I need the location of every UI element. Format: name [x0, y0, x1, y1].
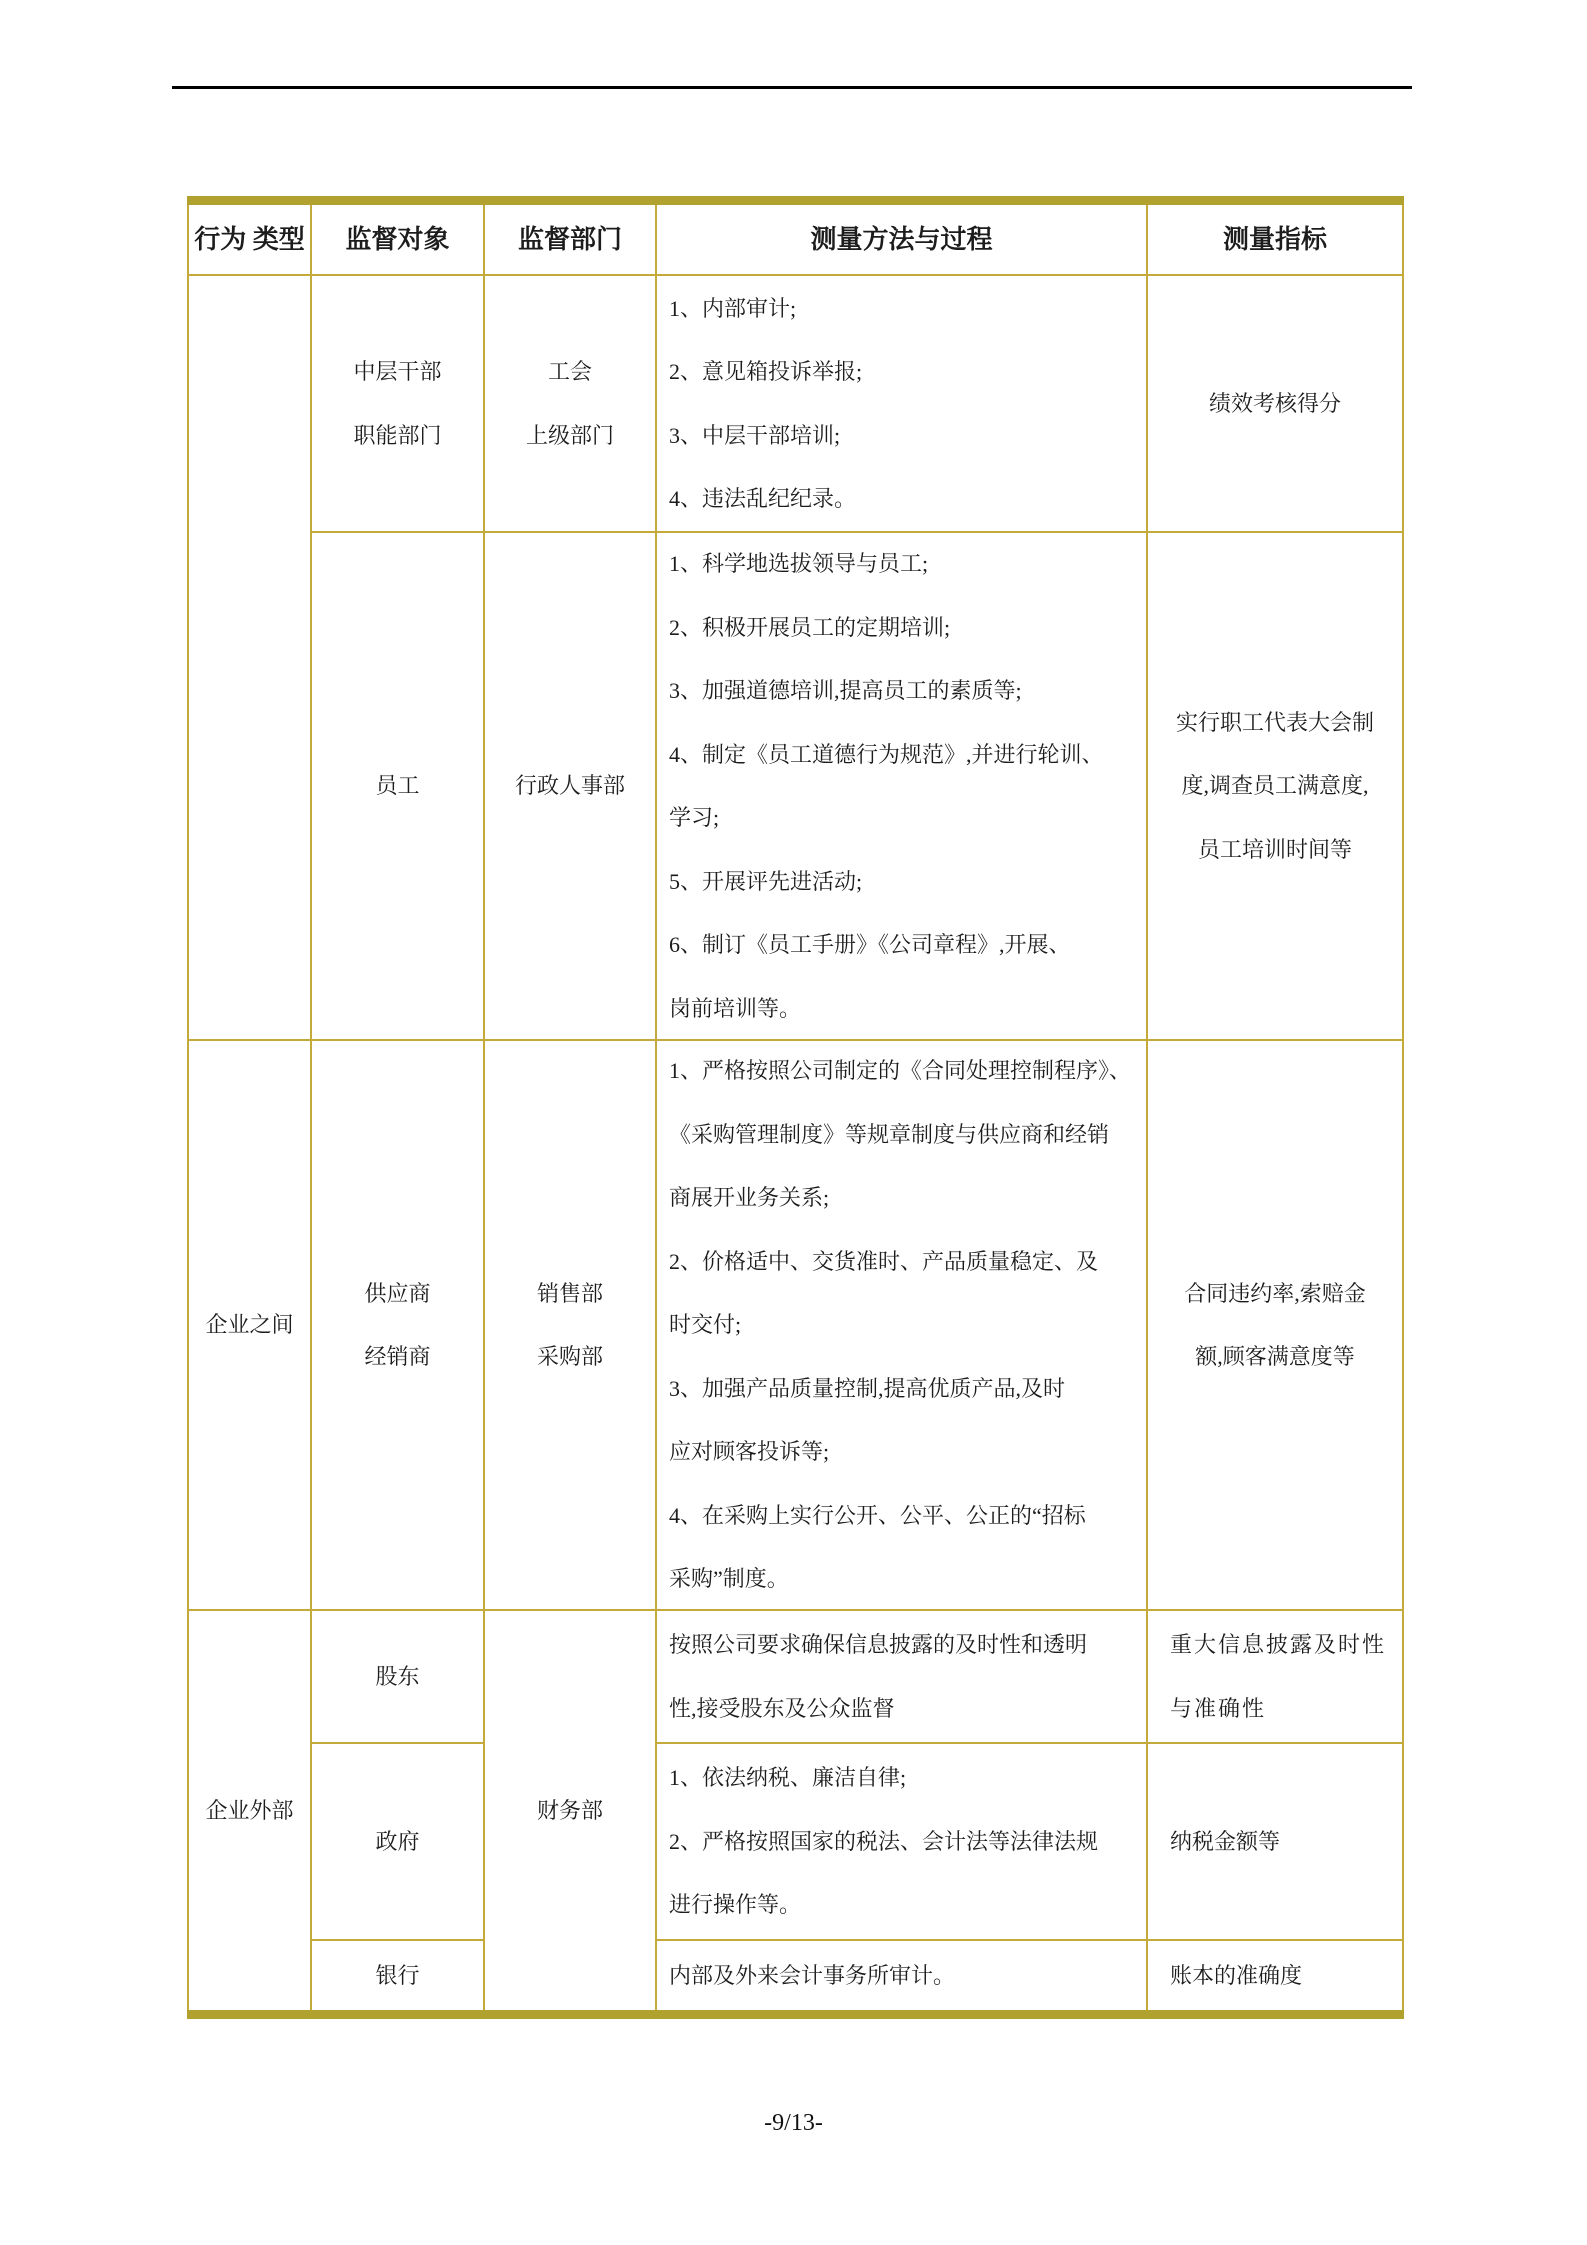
table-top-double-rule — [187, 196, 1404, 205]
method-cell-row1: 1、内部审计; 2、意见箱投诉举报; 3、中层干部培训; 4、违法乱纪纪录。 — [657, 276, 1148, 533]
method-cell-row4: 按照公司要求确保信息披露的及时性和透明 性,接受股东及公众监督 — [657, 1611, 1148, 1744]
target-cell-suppliers: 供应商 经销商 — [312, 1041, 485, 1611]
method-cell-row5: 1、依法纳税、廉洁自律; 2、严格按照国家的税法、会计法等法律法规 进行操作等。 — [657, 1744, 1148, 1941]
indicator-cell-row5: 纳税金额等 — [1148, 1744, 1404, 1941]
header-behavior-type: 行为 类型 — [189, 205, 312, 276]
target-cell-banks: 银行 — [312, 1941, 485, 2010]
target-cell-employees: 员工 — [312, 533, 485, 1041]
dept-cell-union: 工会 上级部门 — [485, 276, 657, 533]
type-cell-between-enterprises: 企业之间 — [189, 1041, 312, 1611]
dept-cell-sales-purchasing: 销售部 采购部 — [485, 1041, 657, 1611]
header-target: 监督对象 — [312, 205, 485, 276]
method-cell-row2: 1、科学地选拔领导与员工; 2、积极开展员工的定期培训; 3、加强道德培训,提高员工的素质等; 4、制定《员工道德行为规范》,并进行轮训、 学习; 5、开展评先进活动; 6、制订《员工手册》《公司章程》,开展、 岗前培训等。 — [657, 533, 1148, 1041]
indicator-cell-row2: 实行职工代表大会制 度,调查员工满意度, 员工培训时间等 — [1148, 533, 1404, 1041]
indicator-cell-row1: 绩效考核得分 — [1148, 276, 1404, 533]
target-cell-middle-cadres: 中层干部 职能部门 — [312, 276, 485, 533]
indicator-cell-row3: 合同违约率,索赔金 额,顾客满意度等 — [1148, 1041, 1404, 1611]
dept-cell-hr: 行政人事部 — [485, 533, 657, 1041]
method-cell-row6: 内部及外来会计事务所审计。 — [657, 1941, 1148, 2010]
method-cell-row3: 1、严格按照公司制定的《合同处理控制程序》、 《采购管理制度》等规章制度与供应商和经销 商展开业务关系; 2、价格适中、交货准时、产品质量稳定、及 时交付; 3、加强产品质量控制,提高优质产品,及时 应对顾客投诉等; 4、在采购上实行公开、公平、公正的“招标 采购”制度。 — [657, 1041, 1148, 1611]
target-cell-government: 政府 — [312, 1744, 485, 1941]
header-method: 测量方法与过程 — [657, 205, 1148, 276]
type-cell-internal — [189, 276, 312, 1041]
target-cell-shareholders: 股东 — [312, 1611, 485, 1744]
indicator-cell-row4: 重大信息披露及时性 与准确性 — [1148, 1611, 1404, 1744]
table-grid — [187, 205, 1404, 2010]
header-department: 监督部门 — [485, 205, 657, 276]
indicator-cell-row6: 账本的准确度 — [1148, 1941, 1404, 2010]
table-bottom-double-rule — [187, 2010, 1404, 2019]
page-header-rule — [172, 86, 1412, 89]
dept-cell-finance: 财务部 — [485, 1611, 657, 2010]
page-number: -9/13- — [764, 2110, 823, 2136]
type-cell-external: 企业外部 — [189, 1611, 312, 2010]
supervision-table — [187, 196, 1404, 2019]
header-indicator: 测量指标 — [1148, 205, 1404, 276]
